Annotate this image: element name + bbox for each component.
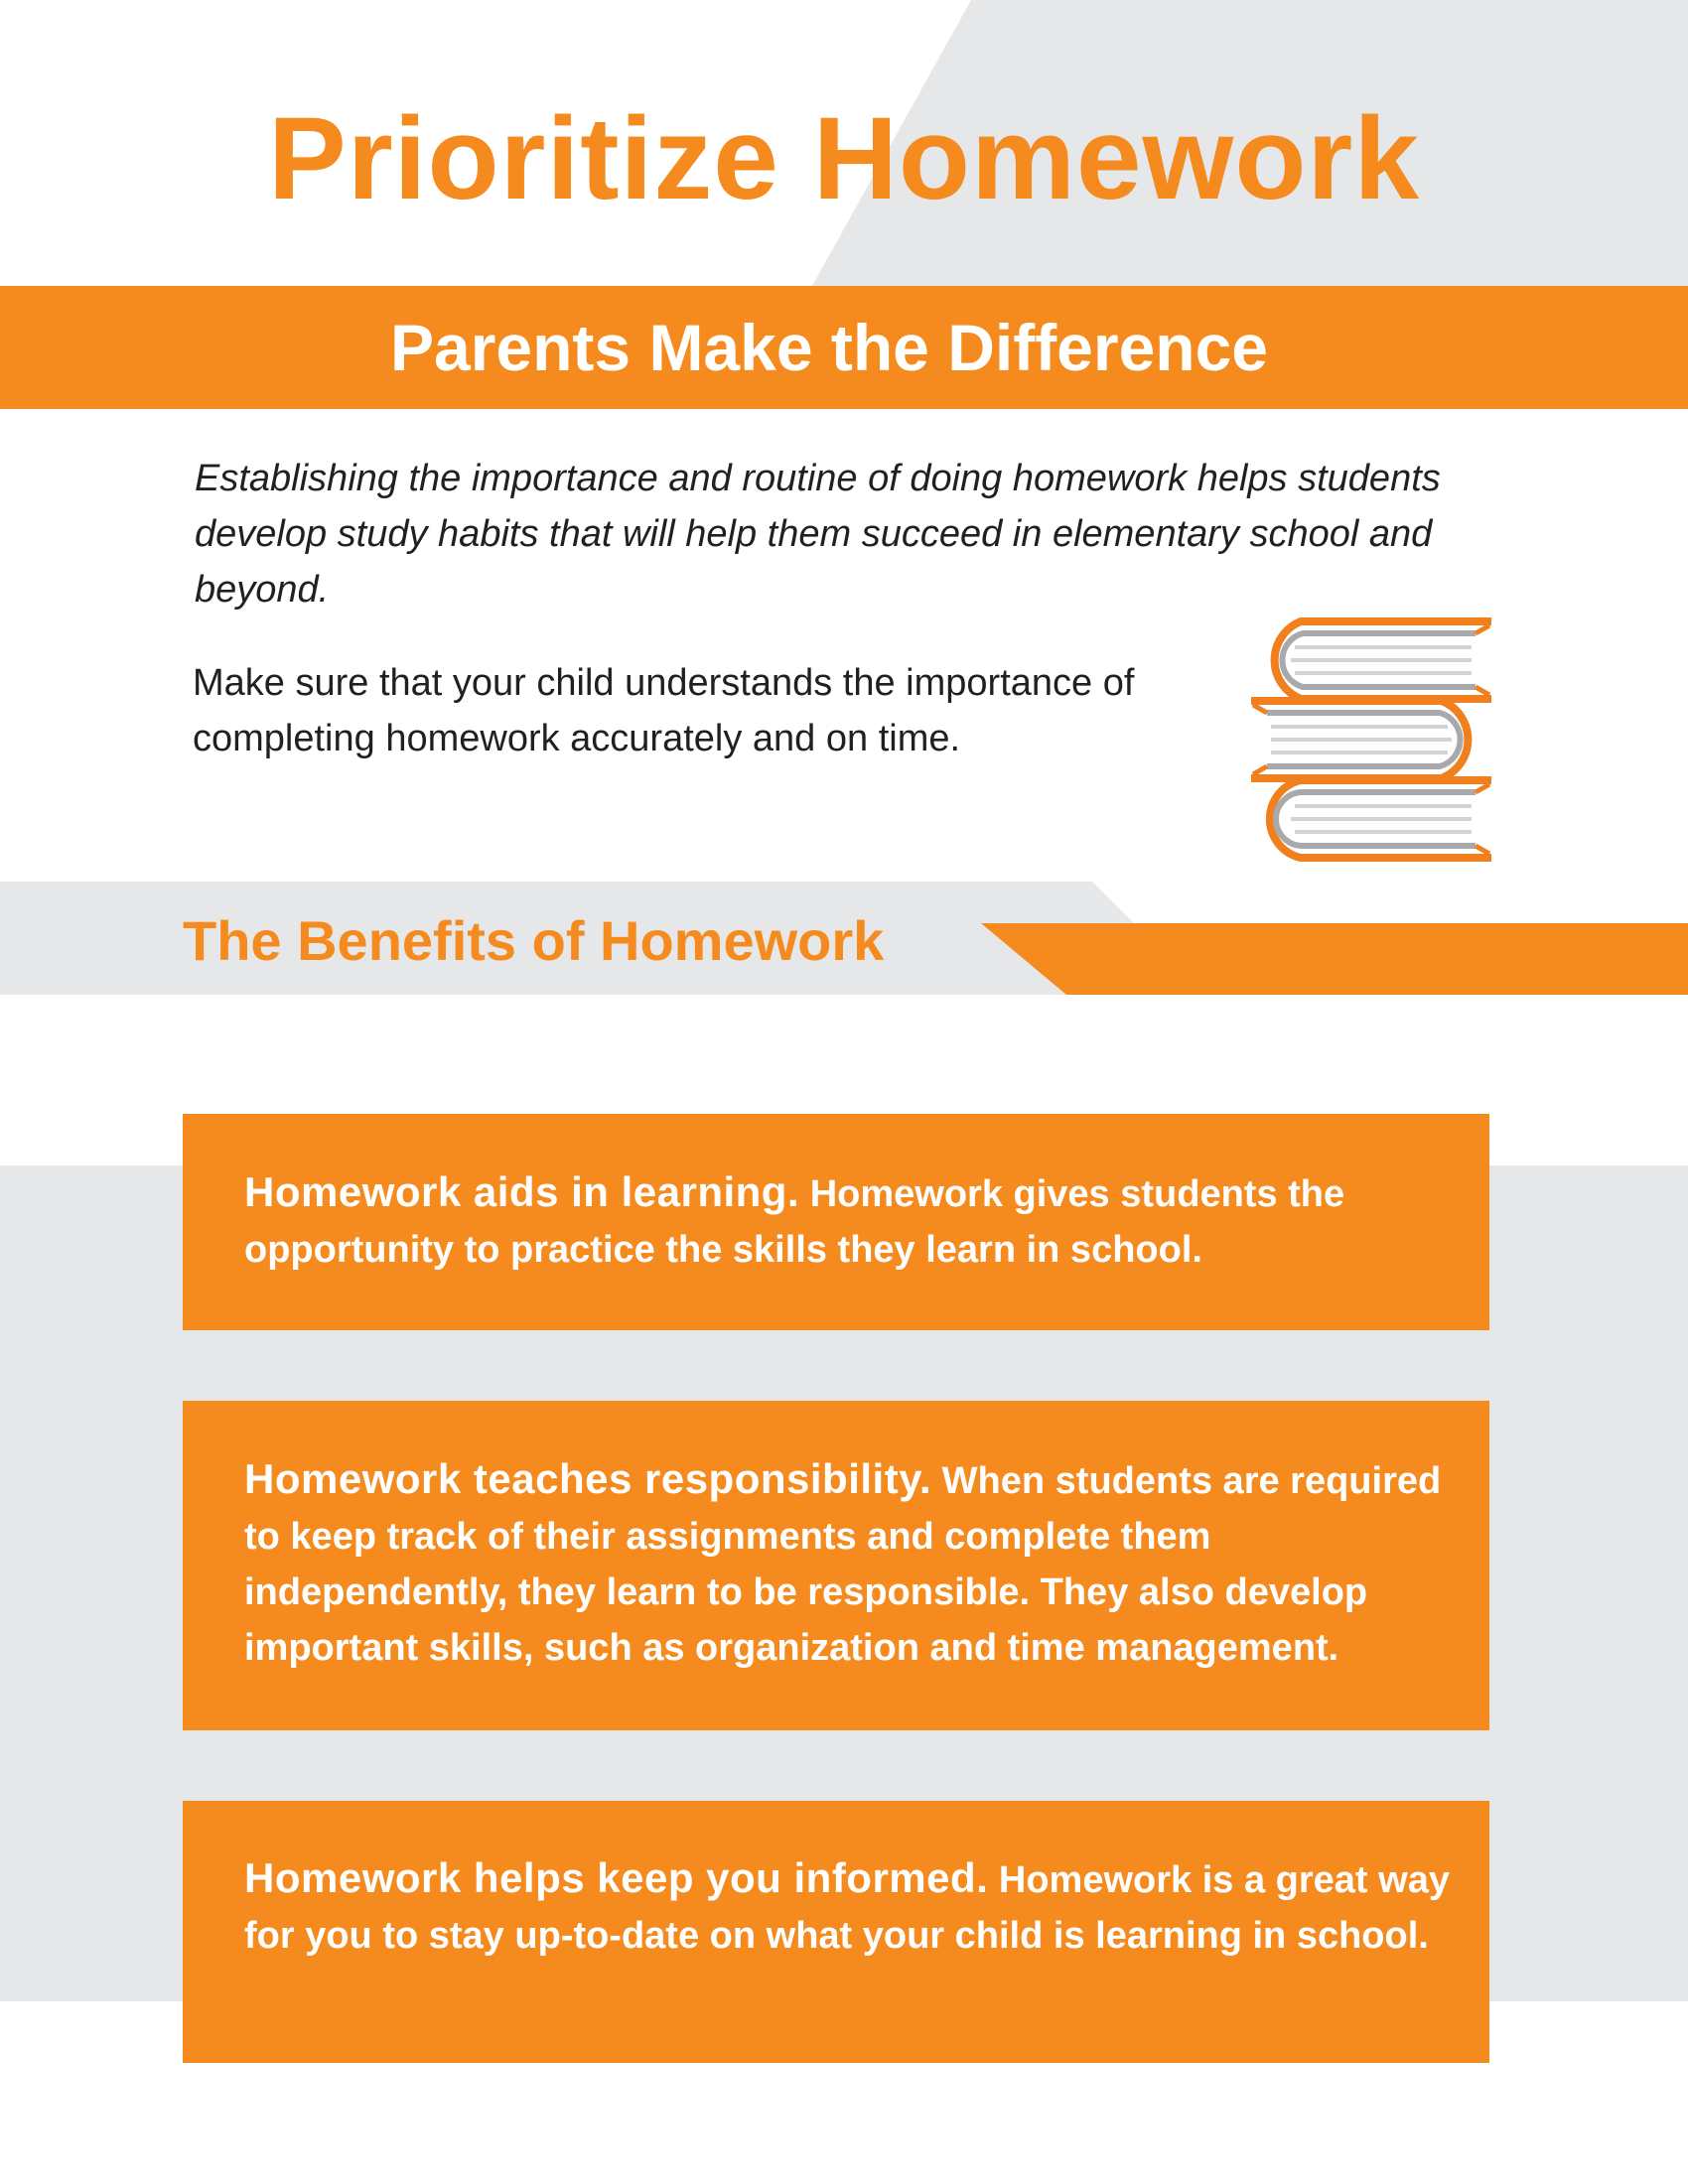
book-top <box>1275 621 1491 699</box>
page-title: Prioritize Homework <box>268 93 1420 224</box>
intro-plain-paragraph: Make sure that your child understands the importance of completing homework accurately and on time. <box>193 662 1135 759</box>
benefit-lead: Homework teaches responsibility. <box>244 1455 932 1502</box>
benefits-orange-bar <box>981 923 1688 995</box>
benefit-text <box>244 1451 1450 1676</box>
benefit-card-informed <box>183 1801 1489 2063</box>
book-middle <box>1251 701 1468 778</box>
subtitle: Parents Make the Difference <box>390 311 1269 384</box>
intro-italic-paragraph: Establishing the importance and routine of doing homework helps students develop study habits that will help them succeed in elementary school and beyond. <box>195 458 1441 611</box>
benefit-body: When students are required to keep track of their assignments and complete them independently, they learn to be responsible. They also develop important skills, such as organization and time management. <box>244 1460 1442 1669</box>
benefit-lead: Homework helps keep you informed. <box>244 1854 989 1901</box>
benefits-heading: The Benefits of Homework <box>183 909 885 972</box>
benefit-body: Homework is a great way for you to stay up-to-date on what your child is learning in school. <box>244 1859 1450 1957</box>
stacked-books-icon <box>1247 617 1495 862</box>
benefit-card-learning <box>183 1114 1489 1330</box>
benefit-text <box>244 1164 1450 1278</box>
benefit-body: Homework gives students the opportunity to practice the skills they learn in school. <box>244 1173 1345 1271</box>
book-bottom <box>1270 780 1491 858</box>
benefit-lead: Homework aids in learning. <box>244 1168 800 1215</box>
benefit-text <box>244 1850 1450 1964</box>
benefit-card-responsibility <box>183 1401 1489 1730</box>
